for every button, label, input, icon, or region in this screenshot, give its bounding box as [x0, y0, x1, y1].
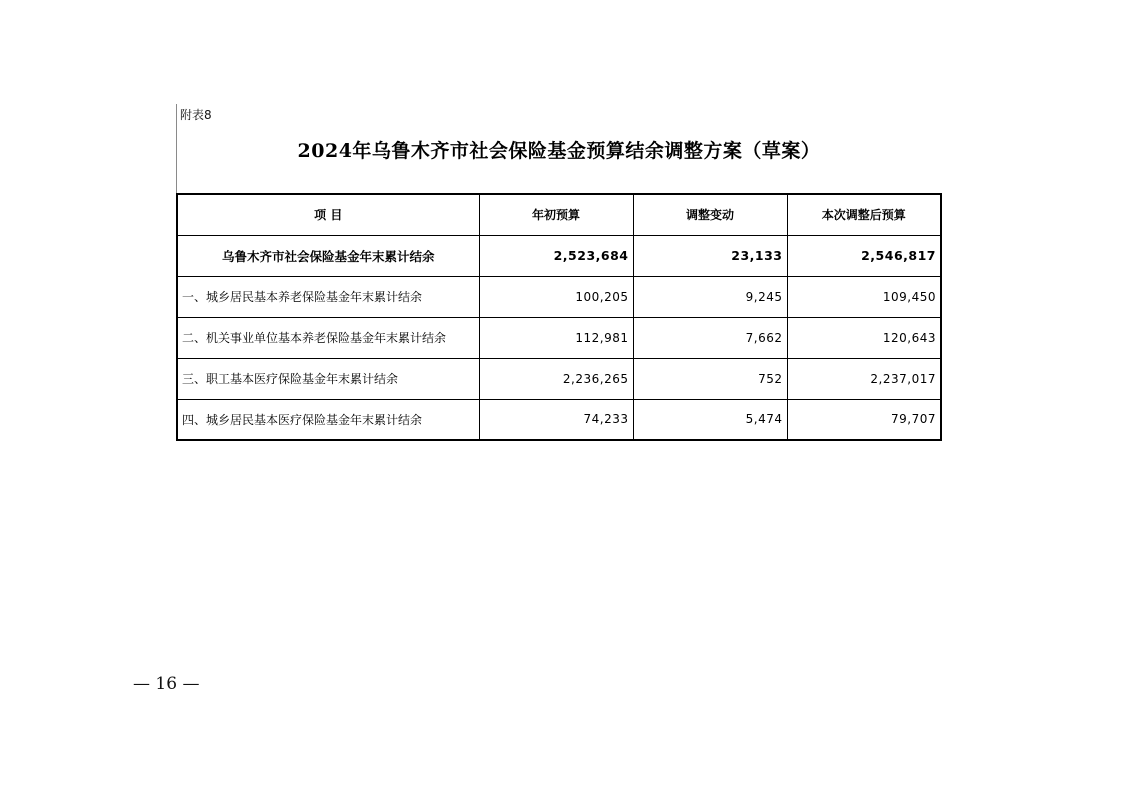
row-adjustment: 23,133: [633, 235, 787, 276]
budget-table: [176, 193, 942, 441]
table-row: [177, 276, 941, 317]
row-item: 二、机关事业单位基本养老保险基金年末累计结余: [177, 317, 479, 358]
table-row: [177, 399, 941, 440]
header-item: 项 目: [177, 194, 479, 235]
row-initial-budget: 100,205: [479, 276, 633, 317]
row-initial-budget: 112,981: [479, 317, 633, 358]
row-adjustment: 752: [633, 358, 787, 399]
row-adjusted-budget: 2,546,817: [787, 235, 941, 276]
row-adjusted-budget: 79,707: [787, 399, 941, 440]
page-number: — 16 —: [133, 674, 200, 694]
row-initial-budget: 74,233: [479, 399, 633, 440]
row-adjusted-budget: 120,643: [787, 317, 941, 358]
row-item: 乌鲁木齐市社会保险基金年末累计结余: [177, 235, 479, 276]
document-title: 2024年乌鲁木齐市社会保险基金预算结余调整方案（草案）: [297, 140, 821, 162]
row-adjustment: 7,662: [633, 317, 787, 358]
row-adjusted-budget: 109,450: [787, 276, 941, 317]
row-item: 四、城乡居民基本医疗保险基金年末累计结余: [177, 399, 479, 440]
row-initial-budget: 2,236,265: [479, 358, 633, 399]
header-initial-budget: 年初预算: [479, 194, 633, 235]
row-adjustment: 5,474: [633, 399, 787, 440]
row-adjustment: 9,245: [633, 276, 787, 317]
table-row-total: [177, 235, 941, 276]
table-header-row: [177, 194, 941, 235]
row-item: 一、城乡居民基本养老保险基金年末累计结余: [177, 276, 479, 317]
appendix-label: 附表8: [180, 108, 212, 122]
row-item: 三、职工基本医疗保险基金年末累计结余: [177, 358, 479, 399]
row-initial-budget: 2,523,684: [479, 235, 633, 276]
table-row: [177, 358, 941, 399]
header-adjustment: 调整变动: [633, 194, 787, 235]
header-adjusted-budget: 本次调整后预算: [787, 194, 941, 235]
table-row: [177, 317, 941, 358]
row-adjusted-budget: 2,237,017: [787, 358, 941, 399]
